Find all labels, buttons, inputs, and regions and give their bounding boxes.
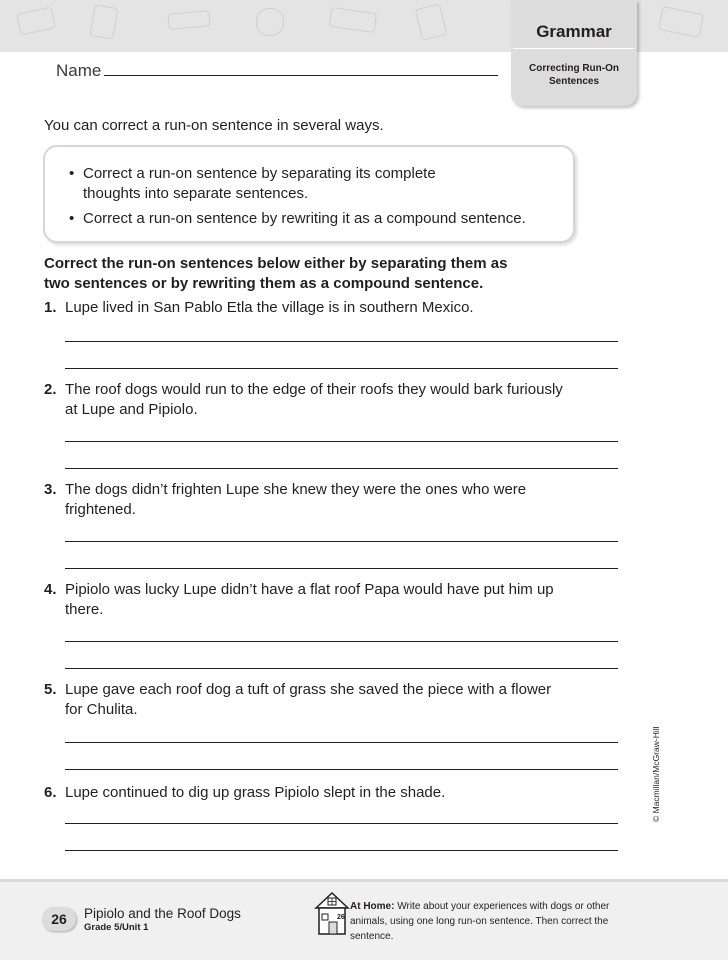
question-item: [44, 680, 624, 720]
directions: [44, 254, 604, 294]
question-number: 4.: [44, 581, 57, 598]
question-number: 6.: [44, 784, 57, 801]
answer-line[interactable]: [65, 769, 618, 770]
footer-rule: [0, 879, 728, 882]
question-text: frightened.: [65, 501, 136, 518]
tab-subtitle-line: Sentences: [548, 76, 600, 87]
question-text: for Chulita.: [65, 701, 138, 718]
question-item: [44, 783, 624, 803]
at-home-note: [350, 899, 630, 944]
tab-subtitle-line: Correcting Run-On: [529, 63, 619, 74]
answer-line[interactable]: [65, 441, 618, 442]
intro-text: You can correct a run-on sentence in several ways.: [44, 117, 384, 134]
question-text: there.: [65, 601, 104, 618]
rules-box: [43, 145, 575, 243]
tab-title: Grammar: [536, 22, 612, 41]
house-number: 26: [337, 914, 345, 921]
at-home-label: At Home:: [350, 901, 395, 912]
at-home-line: [350, 899, 630, 914]
answer-line[interactable]: [65, 468, 618, 469]
at-home-line: sentence.: [350, 931, 394, 942]
answer-line[interactable]: [65, 641, 618, 642]
question-text: The dogs didn’t frighten Lupe she knew they were the ones who were: [65, 481, 527, 498]
question-text: The roof dogs would run to the edge of their roofs they would bark furiously: [65, 381, 563, 398]
decorative-doodle: [89, 4, 118, 40]
answer-line[interactable]: [65, 368, 618, 369]
decorative-doodle: [256, 8, 284, 36]
bullet-icon: •: [69, 210, 75, 227]
at-home-text: Write about your experiences with dogs or other: [394, 901, 610, 912]
answer-line[interactable]: [65, 341, 618, 342]
at-home-line: animals, using one long run-on sentence. Then correct the: [350, 916, 609, 927]
grammar-tab: [511, 0, 637, 106]
directions-line: Correct the run-on sentences below either by separating them as: [44, 255, 508, 272]
answer-line[interactable]: [65, 568, 618, 569]
answer-line[interactable]: [65, 742, 618, 743]
rule-item: [69, 209, 564, 229]
decorative-doodle: [167, 10, 210, 30]
question-number: 3.: [44, 481, 57, 498]
name-field[interactable]: [104, 75, 498, 76]
rule-line: Correct a run-on sentence by rewriting it as a compound sentence.: [83, 210, 526, 227]
page-number: 26: [42, 907, 76, 931]
question-text: at Lupe and Pipiolo.: [65, 401, 198, 418]
rule-line: thoughts into separate sentences.: [83, 185, 309, 202]
house-icon: [312, 888, 352, 936]
answer-line[interactable]: [65, 541, 618, 542]
question-text: Lupe continued to dig up grass Pipiolo slept in the shade.: [65, 784, 446, 801]
tab-subtitle: [515, 62, 633, 88]
rule-item: [69, 164, 564, 204]
answer-line[interactable]: [65, 668, 618, 669]
question-text: Pipiolo was lucky Lupe didn’t have a flat roof Papa would have put him up: [65, 581, 554, 598]
question-text: Lupe lived in San Pablo Etla the village is in southern Mexico.: [65, 299, 474, 316]
question-text: Lupe gave each roof dog a tuft of grass she saved the piece with a flower: [65, 681, 552, 698]
story-title: Pipiolo and the Roof Dogs: [84, 906, 241, 921]
decorative-doodle: [415, 3, 448, 40]
decorative-doodle: [658, 6, 704, 38]
decorative-doodle: [16, 6, 56, 35]
rule-line: Correct a run-on sentence by separating its complete: [83, 165, 436, 182]
question-item: [44, 580, 624, 620]
question-item: [44, 298, 624, 318]
tab-divider: [513, 48, 635, 49]
question-item: [44, 380, 624, 420]
grade-label: Grade 5/Unit 1: [84, 922, 149, 933]
question-item: [44, 480, 624, 520]
bullet-icon: •: [69, 165, 75, 182]
copyright-notice: © Macmillan/McGraw-Hill: [651, 726, 661, 822]
answer-line[interactable]: [65, 850, 618, 851]
question-number: 1.: [44, 299, 57, 316]
name-label: Name: [56, 61, 102, 80]
answer-line[interactable]: [65, 823, 618, 824]
directions-line: two sentences or by rewriting them as a compound sentence.: [44, 275, 484, 292]
question-number: 2.: [44, 381, 57, 398]
question-number: 5.: [44, 681, 57, 698]
decorative-doodle: [329, 7, 377, 33]
